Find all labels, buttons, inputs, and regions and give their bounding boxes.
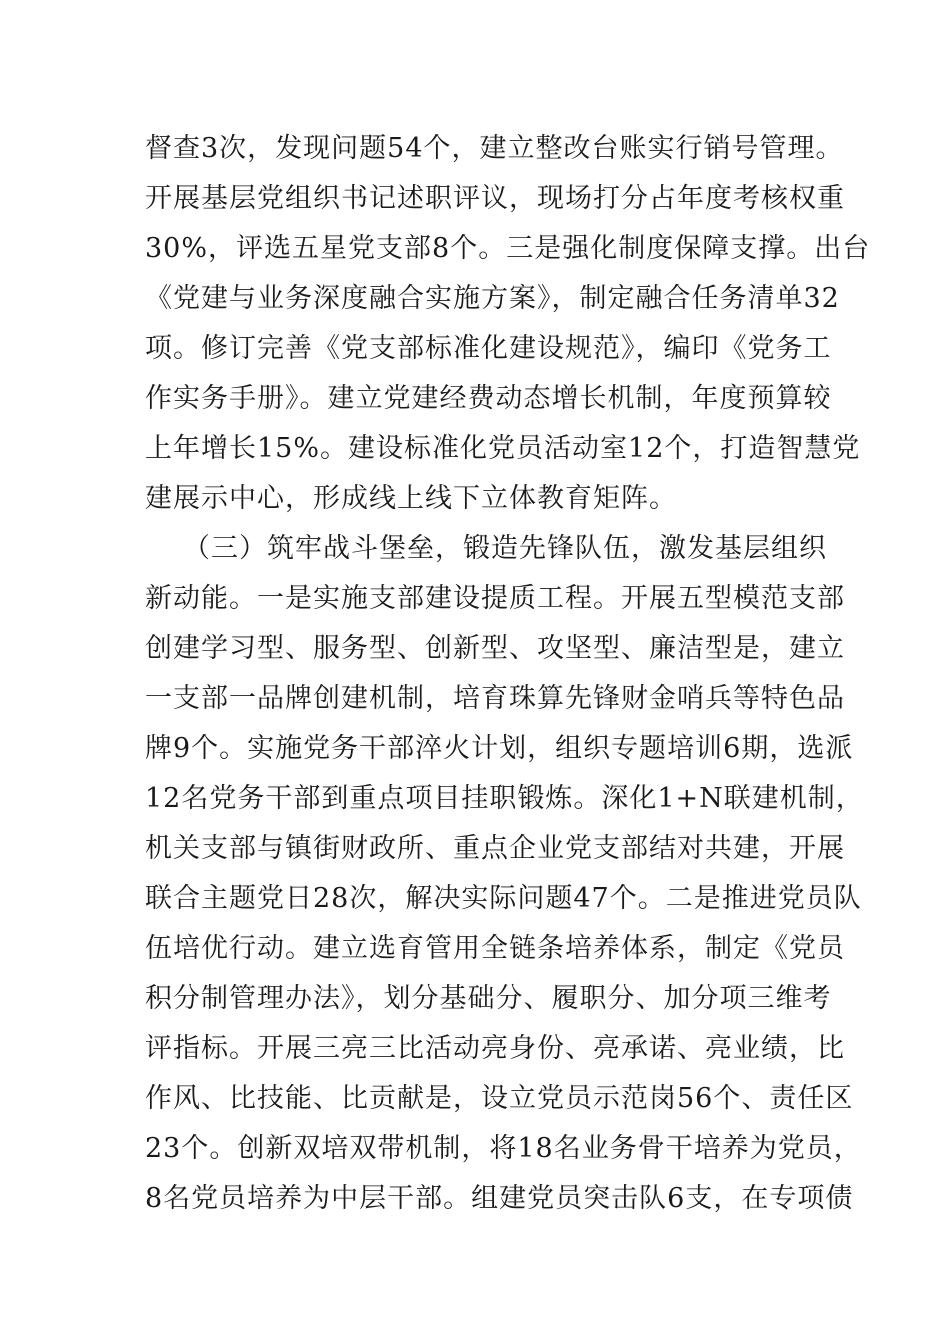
text-line: 项。修订完善《党支部标准化建设规范》，编印《党务工 — [145, 333, 832, 364]
section-heading-line: （三）筑牢战斗堡垒，锻造先锋队伍，激发基层组织 — [183, 533, 827, 564]
text-line: 机关支部与镇街财政所、重点企业党支部结对共建，开展 — [145, 833, 845, 864]
text-line: 作风、比技能、比贡献是，设立党员示范岗56个、责任区 — [145, 1083, 854, 1114]
text-line: 评指标。开展三亮三比活动亮身份、亮承诺、亮业绩，比 — [145, 1033, 845, 1064]
text-line: 上年增长15%。建设标准化党员活动室12个，打造智慧党 — [145, 433, 861, 464]
text-line: 建展示中心，形成线上线下立体教育矩阵。 — [145, 483, 677, 514]
text-line: 牌9个。实施党务干部淬火计划，组织专题培训6期，选派 — [145, 733, 854, 764]
text-line: 《党建与业务深度融合实施方案》，制定融合任务清单32 — [145, 283, 840, 314]
text-line: 开展基层党组织书记述职评议，现场打分占年度考核权重 — [145, 183, 845, 214]
text-line: 新动能。一是实施支部建设提质工程。开展五型模范支部 — [145, 583, 845, 614]
text-line: 8名党员培养为中层干部。组建党员突击队6支，在专项债 — [145, 1183, 854, 1214]
text-line: 23个。创新双培双带机制，将18名业务骨干培养为党员， — [145, 1133, 862, 1164]
text-line: 联合主题党日28次，解决实际问题47个。二是推进党员队 — [145, 883, 862, 914]
text-line: 作实务手册》。建立党建经费动态增长机制，年度预算较 — [145, 383, 832, 414]
text-line: 伍培优行动。建立选育管用全链条培养体系，制定《党员 — [145, 933, 845, 964]
text-line: 积分制管理办法》，划分基础分、履职分、加分项三维考 — [145, 983, 832, 1014]
text-line: 30%，评选五星党支部8个。三是强化制度保障支撑。出台 — [145, 233, 871, 264]
text-line: 一支部一品牌创建机制，培育珠算先锋财金哨兵等特色品 — [145, 683, 845, 714]
body-text — [145, 124, 871, 1224]
text-line: 督查3次，发现问题54个，建立整改台账实行销号管理。 — [145, 133, 844, 164]
text-line: 12名党务干部到重点项目挂职锻炼。深化1+N联建机制， — [145, 783, 864, 814]
text-line: 创建学习型、服务型、创新型、攻坚型、廉洁型是，建立 — [145, 633, 845, 664]
